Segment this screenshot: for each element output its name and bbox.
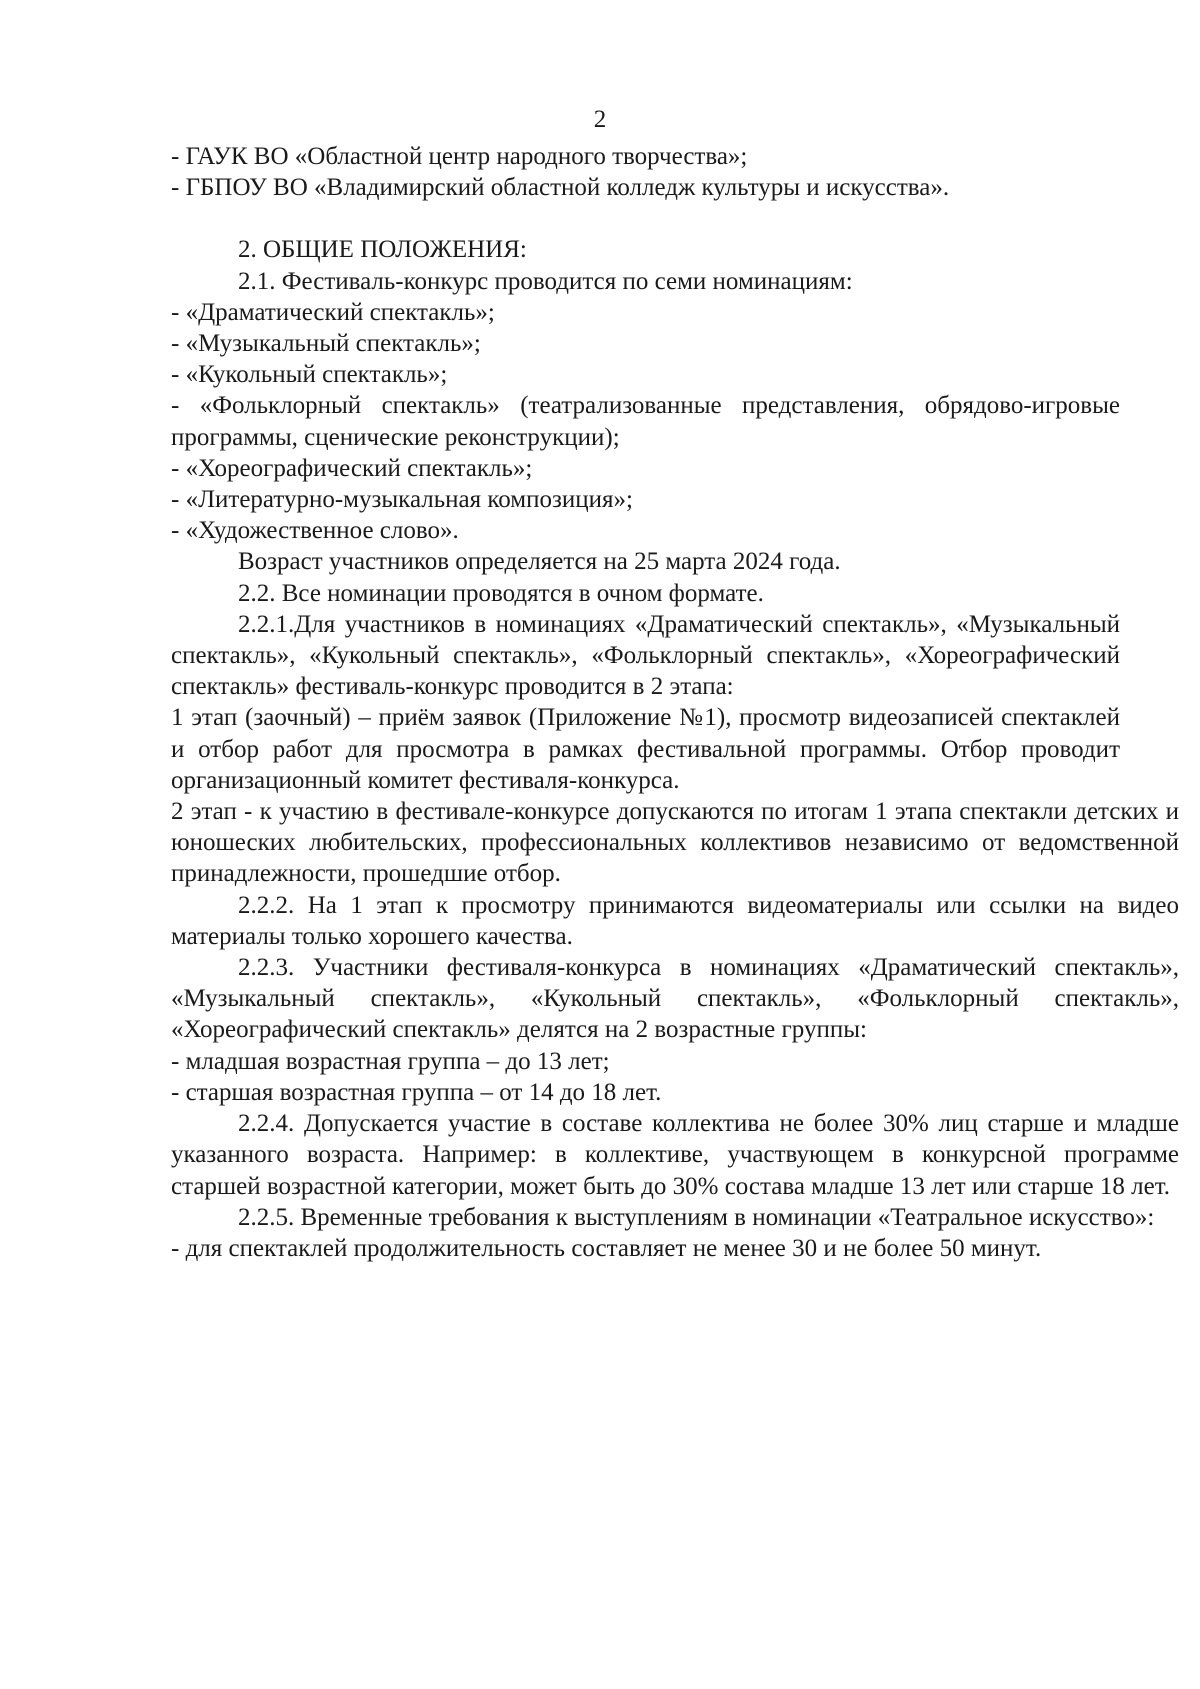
page-number: 2 [593, 106, 607, 133]
paragraph-2-2-2: 2.2.2. На 1 этап к просмотру принимаются видеоматериалы или ссылки на видео материалы только хорошего качества. [171, 891, 1179, 950]
list-item-nomination: - «Хореографический спектакль»; [171, 454, 533, 482]
list-item-nomination: - «Фольклорный спектакль» (театрализованные представления, обрядово-игровые программы, сценические реконструкции); [171, 392, 1120, 451]
paragraph-age-note: Возраст участников определяется на 25 марта 2024 года. [238, 548, 841, 576]
section-heading: 2. ОБЩИЕ ПОЛОЖЕНИЯ: [238, 236, 527, 264]
paragraph-stage-2: 2 этап - к участию в фестивале-конкурсе допускаются по итогам 1 этапа спектакли детских и юношеских любительских, профессиональных коллективов независимо от ведомственной принадлежности, прошедшие отбор. [171, 798, 1179, 888]
list-item-nomination: - «Кукольный спектакль»; [171, 361, 448, 389]
list-item-nomination: - «Драматический спектакль»; [171, 298, 495, 326]
document-body [171, 141, 1179, 1264]
list-item-nomination: - «Литературно-музыкальная композиция»; [171, 486, 633, 514]
paragraph-2-2-1: 2.2.1.Для участников в номинациях «Драматический спектакль», «Музыкальный спектакль», «Кукольный спектакль», «Фольклорный спектакль», «Хореографический спектакль» фестиваль-конкурс проводится в 2 этапа: [171, 610, 1120, 701]
paragraph-2-1: 2.1. Фестиваль-конкурс проводится по семи номинациям: [238, 267, 853, 295]
paragraph-org-2: - ГБПОУ ВО «Владимирский областной колледж культуры и искусства». [171, 174, 950, 202]
paragraph-duration: - для спектаклей продолжительность составляет не менее 30 и не более 50 минут. [171, 1234, 1042, 1262]
paragraph-2-2: 2.2. Все номинации проводятся в очном формате. [238, 579, 764, 607]
paragraph-stage-1: 1 этап (заочный) – приём заявок (Приложение №1), просмотр видеозаписей спектаклей и отбор работ для просмотра в рамках фестивальной программы. Отбор проводит организационный комитет фестиваля-конкурса. [171, 704, 1120, 794]
list-item-age-group: - младшая возрастная группа – до 13 лет; [171, 1047, 610, 1075]
paragraph-2-2-3: 2.2.3. Участники фестиваля-конкурса в номинациях «Драматический спектакль», «Музыкальный спектакль», «Кукольный спектакль», «Фольклорный спектакль», «Хореографический спектакль» делятся на 2 возрастные группы: [171, 954, 1179, 1044]
paragraph-2-2-5: 2.2.5. Временные требования к выступлениям в номинации «Театральное искусство»: [238, 1203, 1155, 1231]
paragraph-2-2-4: 2.2.4. Допускается участие в составе коллектива не более 30% лиц старше и младше указанного возраста. Например: в коллективе, участвующем в конкурсной программе старшей возрастной категории, может быть до 30% состава младше 13 лет или старше 18 лет. [171, 1110, 1179, 1200]
list-item-nomination: - «Музыкальный спектакль»; [171, 330, 481, 358]
paragraph-org-1: - ГАУК ВО «Областной центр народного творчества»; [171, 143, 748, 170]
list-item-age-group: - старшая возрастная группа – от 14 до 18 лет. [171, 1078, 662, 1106]
list-item-nomination: - «Художественное слово». [171, 517, 459, 545]
